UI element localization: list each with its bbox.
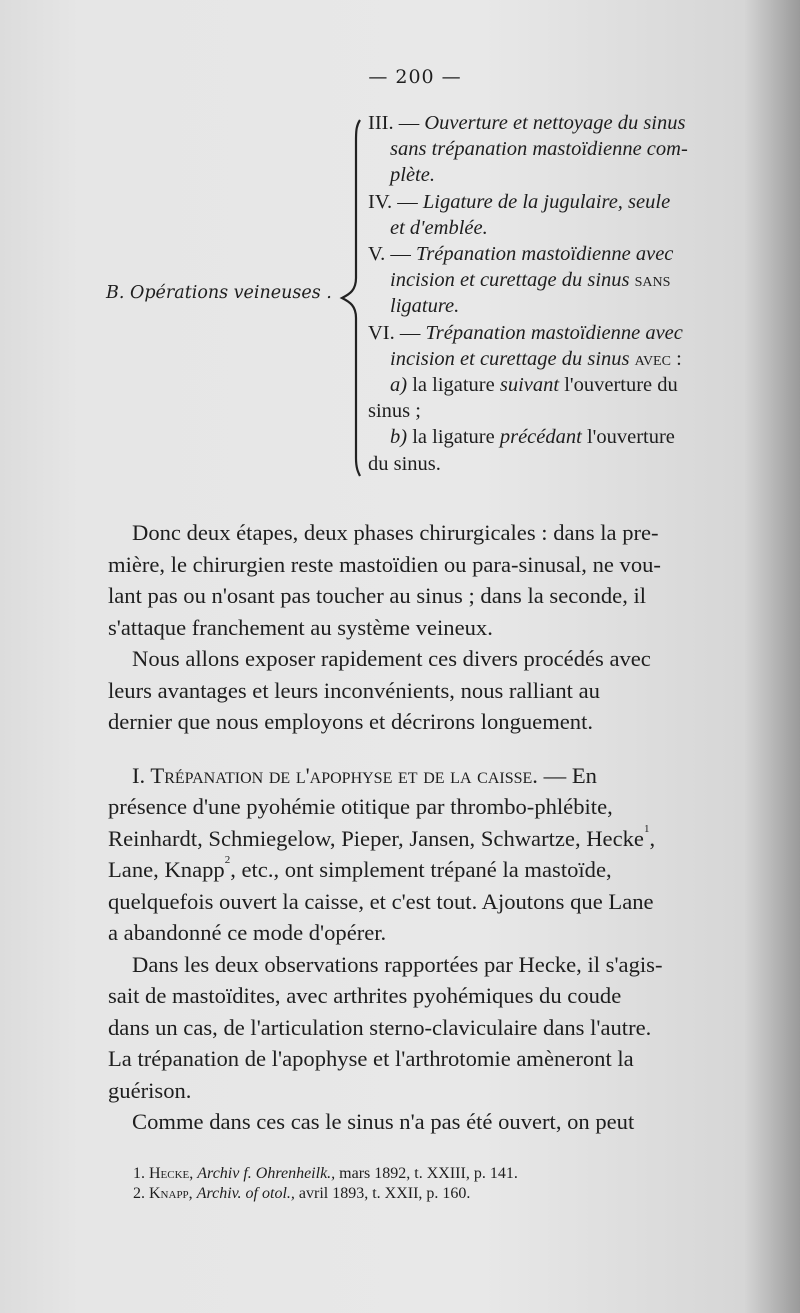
section-heading-line bbox=[108, 760, 722, 792]
footnote-text: mars 1892, t. XXIII, p. 141. bbox=[339, 1165, 518, 1182]
footnote-2 bbox=[133, 1184, 733, 1204]
operation-text: ligature. bbox=[390, 295, 460, 318]
sub-text: précédant bbox=[499, 426, 582, 449]
text-line: mière, le chirurgien reste mastoïdien ou para-sinusal, ne vou- bbox=[108, 551, 661, 577]
footnote-text: avril 1893, t. XXII, p. 160. bbox=[298, 1185, 471, 1202]
text-line: guérison. bbox=[108, 1077, 192, 1103]
text-line: s'attaque franchement au système veineux. bbox=[108, 614, 493, 640]
sub-item-a bbox=[368, 372, 724, 398]
text-line: dans un cas, de l'articulation sterno-claviculaire dans l'autre. bbox=[108, 1014, 652, 1040]
page-number: — 200 — bbox=[368, 66, 462, 88]
paragraph-2 bbox=[108, 643, 722, 738]
paragraph-3 bbox=[108, 760, 722, 949]
operation-text: sans trépanation mastoïdienne com- bbox=[390, 138, 688, 161]
body-paragraphs bbox=[108, 517, 722, 1138]
operations-list bbox=[368, 110, 724, 477]
text-line: Comme dans ces cas le sinus n'a pas été ouvert, on peut bbox=[132, 1109, 635, 1134]
sub-text: la ligature bbox=[412, 374, 495, 397]
text-run: , etc., ont simplement trépané la mastoïde, bbox=[230, 857, 612, 882]
text-run: Lane, Knapp bbox=[108, 857, 225, 882]
footnote-author: Hecke, bbox=[149, 1165, 194, 1182]
sub-text: du sinus. bbox=[368, 452, 441, 475]
footnote-ref: 2 bbox=[224, 854, 231, 866]
operation-vi bbox=[368, 320, 724, 477]
text-line: — En bbox=[537, 762, 597, 788]
left-category-label: B. Opérations veineuses . bbox=[106, 283, 332, 303]
text-line: a abandonné ce mode d'opérer. bbox=[108, 920, 387, 945]
section-heading: I. Trépanation de l'apophyse et de la caisse. bbox=[132, 762, 538, 788]
sub-label: a) bbox=[390, 374, 408, 397]
text-line: lant pas ou n'osant pas toucher au sinus ; dans la seconde, il bbox=[108, 583, 647, 608]
footnote-journal: Archiv f. Ohrenheilk., bbox=[197, 1165, 336, 1182]
text-line: dernier que nous employons et décrirons longuement. bbox=[108, 709, 594, 734]
text-run: Reinhardt, Schmiegelow, Pieper, Jansen, Schwartze, Hecke bbox=[108, 825, 644, 851]
sub-text: sinus ; bbox=[368, 400, 421, 423]
operation-text: Trépanation mastoïdienne avec bbox=[425, 321, 683, 344]
operation-punct: : bbox=[670, 347, 682, 370]
text-line bbox=[108, 823, 722, 855]
text-line: leurs avantages et leurs inconvénients, nous ralliant au bbox=[108, 677, 600, 703]
operation-number: VI. — bbox=[368, 321, 421, 344]
text-line: quelquefois ouvert la caisse, et c'est tout. Ajoutons que Lane bbox=[108, 888, 654, 914]
text-line: Dans les deux observations rapportées par Hecke, il s'agis- bbox=[132, 951, 663, 977]
sub-label: b) bbox=[390, 426, 408, 449]
text-run: , bbox=[649, 825, 656, 851]
text-line: La trépanation de l'apophyse et l'arthrotomie amèneront la bbox=[108, 1046, 634, 1071]
operation-text: incision et curettage du sinus bbox=[390, 269, 630, 292]
operation-text: plète. bbox=[390, 164, 435, 187]
sub-text: l'ouverture bbox=[586, 426, 675, 449]
operation-text: et d'emblée. bbox=[390, 216, 488, 239]
operation-iii bbox=[368, 110, 724, 189]
operation-v bbox=[368, 241, 724, 320]
operation-number: III. — bbox=[368, 112, 420, 134]
curly-brace-icon bbox=[336, 118, 366, 478]
footnote-author: Knapp, bbox=[149, 1185, 193, 1202]
paragraph-4 bbox=[108, 949, 722, 1107]
sub-text: suivant bbox=[499, 374, 560, 397]
text-line: sait de mastoïdites, avec arthrites pyohémiques du coude bbox=[108, 983, 622, 1008]
operation-number: V. — bbox=[368, 243, 411, 266]
paragraph-1 bbox=[108, 517, 722, 643]
operation-text: Ligature de la jugulaire, seule bbox=[422, 190, 671, 213]
operation-keyword: avec bbox=[634, 347, 671, 370]
sub-text: l'ouverture du bbox=[564, 374, 678, 397]
paragraph-5 bbox=[108, 1106, 722, 1138]
text-line: Donc deux étapes, deux phases chirurgicales : dans la pre- bbox=[132, 520, 659, 545]
operation-text: Trépanation mastoïdienne avec bbox=[416, 243, 674, 266]
footnote-journal: Archiv. of otol., bbox=[196, 1185, 295, 1202]
sub-text: la ligature bbox=[412, 426, 495, 449]
operation-iv bbox=[368, 189, 724, 241]
operation-number: IV. — bbox=[368, 190, 418, 213]
operation-keyword: sans bbox=[634, 269, 671, 292]
text-line: présence d'une pyohémie otitique par thrombo-phlébite, bbox=[108, 794, 613, 819]
footnote-number: 2. bbox=[133, 1185, 145, 1202]
footnote-number: 1. bbox=[133, 1165, 145, 1182]
footnotes bbox=[133, 1164, 733, 1204]
footnote-ref: 1 bbox=[643, 822, 650, 835]
text-line: Nous allons exposer rapidement ces divers procédés avec bbox=[132, 646, 651, 671]
operation-text: Ouverture et nettoyage du sinus bbox=[424, 112, 686, 134]
footnote-1 bbox=[133, 1164, 733, 1184]
operation-text: incision et curettage du sinus bbox=[390, 347, 630, 370]
text-line bbox=[108, 854, 722, 886]
sub-item-b bbox=[368, 424, 724, 450]
